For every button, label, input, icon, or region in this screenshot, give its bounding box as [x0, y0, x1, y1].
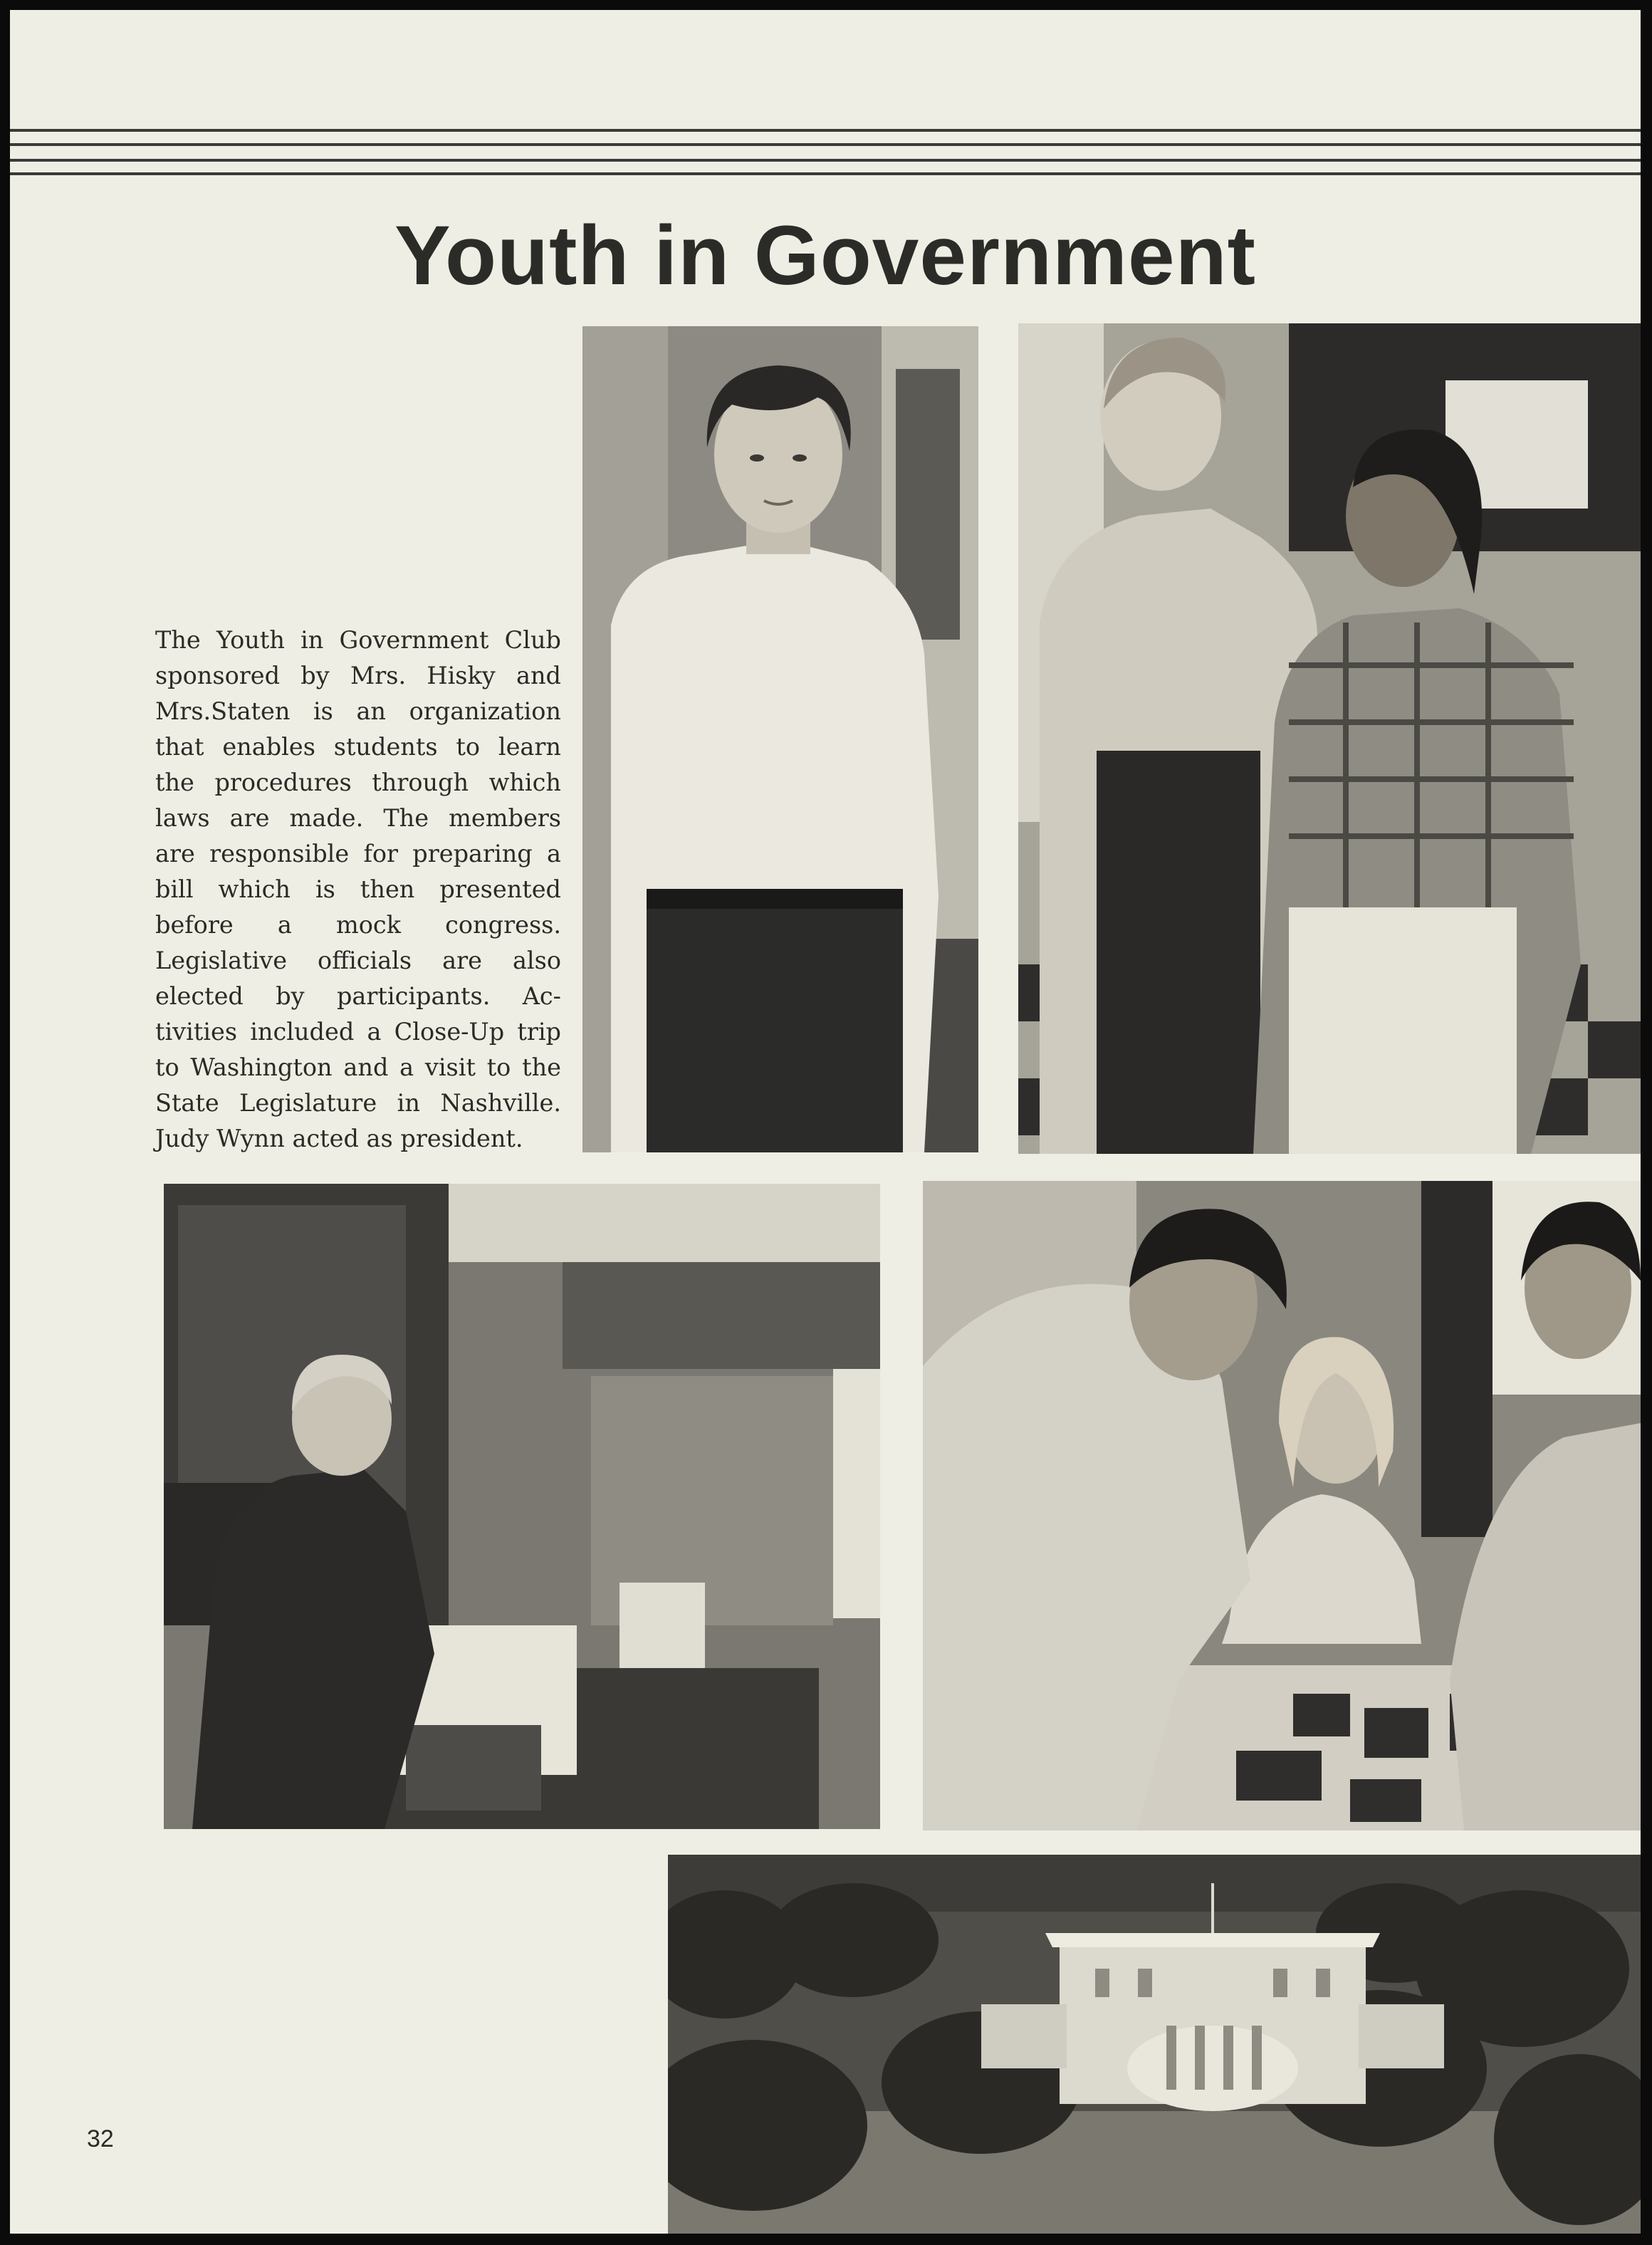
- header-rule-4: [10, 172, 1641, 175]
- header-rule-2: [10, 143, 1641, 146]
- description-line: laws are made. The members: [155, 804, 561, 832]
- description-line: State Legislature in Nashville.: [155, 1089, 561, 1117]
- description-line: the procedures through which: [155, 769, 561, 796]
- description-line: to Washington and a visit to the: [155, 1053, 561, 1081]
- description-line: tivities included a Close-Up trip: [155, 1018, 561, 1046]
- description-line: elected by participants. Ac-: [155, 982, 561, 1010]
- description-line: Mrs.Staten is an organization: [155, 697, 561, 725]
- page-title: Youth in Government: [394, 209, 1256, 303]
- description-line: sponsored by Mrs. Hisky and: [155, 662, 561, 689]
- yearbook-page: [10, 10, 1641, 2234]
- description-line: Judy Wynn acted as president.: [155, 1125, 523, 1152]
- header-rule-1: [10, 129, 1641, 132]
- club-description: [155, 623, 561, 1157]
- description-line: The Youth in Government Club: [155, 626, 561, 654]
- description-line: Legislative officials are also: [155, 947, 561, 974]
- white-house-photo: [668, 1855, 1641, 2234]
- page-number: 32: [87, 2125, 114, 2152]
- students-talking-photo: [1018, 323, 1641, 1154]
- description-line: are responsible for preparing a: [155, 840, 561, 868]
- description-line: that enables students to learn: [155, 733, 561, 761]
- description-line: bill which is then presented: [155, 875, 561, 903]
- students-reviewing-papers-photo: [923, 1181, 1641, 1830]
- description-line: before a mock congress.: [155, 911, 561, 939]
- teacher-at-desk-photo: [164, 1184, 880, 1829]
- student-portrait-photo: [582, 326, 978, 1152]
- header-rule-3: [10, 159, 1641, 162]
